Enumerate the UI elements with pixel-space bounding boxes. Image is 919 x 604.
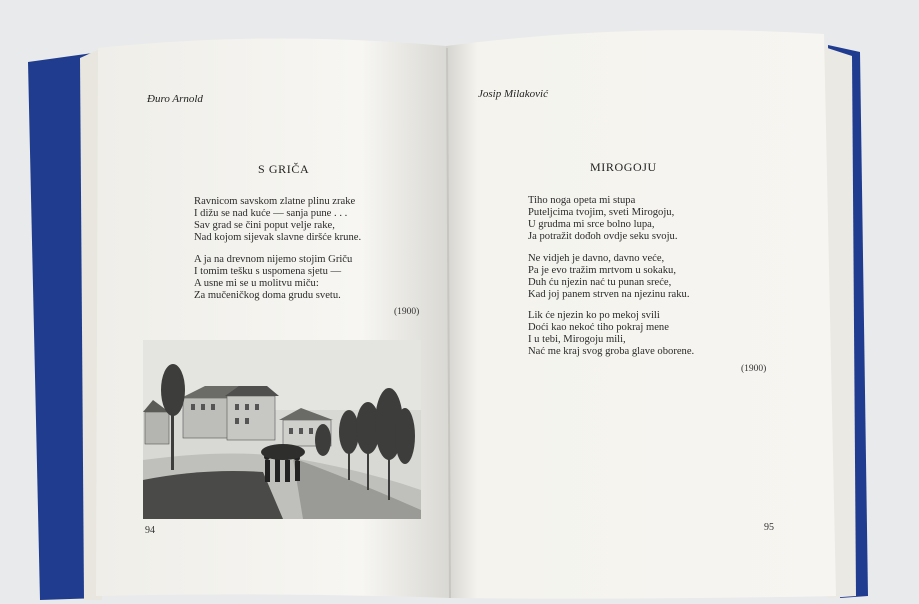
- left-page-year: (1900): [394, 307, 420, 317]
- left-page-title: S GRIČA: [258, 162, 310, 176]
- poem-line: Sav grad se čini poput velje rake,: [194, 220, 335, 231]
- engraving-illustration: [143, 340, 421, 519]
- right-page-author: Josip Milaković: [478, 88, 548, 100]
- right-page-year: (1900): [741, 364, 767, 374]
- poem-line: Pa je evo tražim mrtvom u sokaku,: [528, 265, 676, 276]
- poem-line: A ja na drevnom nijemo stojim Griču: [194, 254, 353, 265]
- poem-line: I dižu se nad kuće — sanja pune . . .: [194, 208, 348, 219]
- right-page-title: MIROGOJU: [590, 160, 657, 174]
- right-page-number: 95: [764, 522, 774, 533]
- poem-line: Lik će njezin ko po mekoj svili: [528, 310, 660, 321]
- poem-line: Nać me kraj svog groba glave oborene.: [528, 346, 695, 357]
- poem-line: Duh ću njezin nać tu punan sreće,: [528, 277, 672, 288]
- poem-line: Nad kojom sijevak slavne diršće krune.: [194, 232, 362, 243]
- poem-line: Puteljcima tvojim, sveti Mirogoju,: [528, 207, 675, 218]
- poem-line: Ravnicom savskom zlatne plinu zrake: [194, 196, 356, 207]
- poem-line: Ja potražit dođoh ovdje seku svoju.: [528, 231, 678, 242]
- poem-line: Ne vidjeh je davno, davno veće,: [528, 253, 665, 264]
- left-page-author: Đuro Arnold: [147, 93, 203, 105]
- poem-line: Za mučeničkog doma grudu svetu.: [194, 290, 341, 301]
- poem-line: Kad joj panem strven na njezinu raku.: [528, 289, 690, 300]
- poem-line: Doći kao nekoć tiho pokraj mene: [528, 322, 669, 333]
- poem-line: I u tebi, Mirogoju mili,: [528, 334, 626, 345]
- poem-line: Tiho noga opeta mi stupa: [528, 195, 636, 206]
- left-page-number: 94: [145, 525, 155, 536]
- engraving-drawing: [143, 340, 421, 519]
- poem-line: U grudma mi srce bolno lupa,: [528, 219, 655, 230]
- poem-line: I tomim tešku s uspomena sjetu —: [194, 266, 342, 277]
- poem-line: A usne mi se u molitvu miču:: [194, 278, 319, 289]
